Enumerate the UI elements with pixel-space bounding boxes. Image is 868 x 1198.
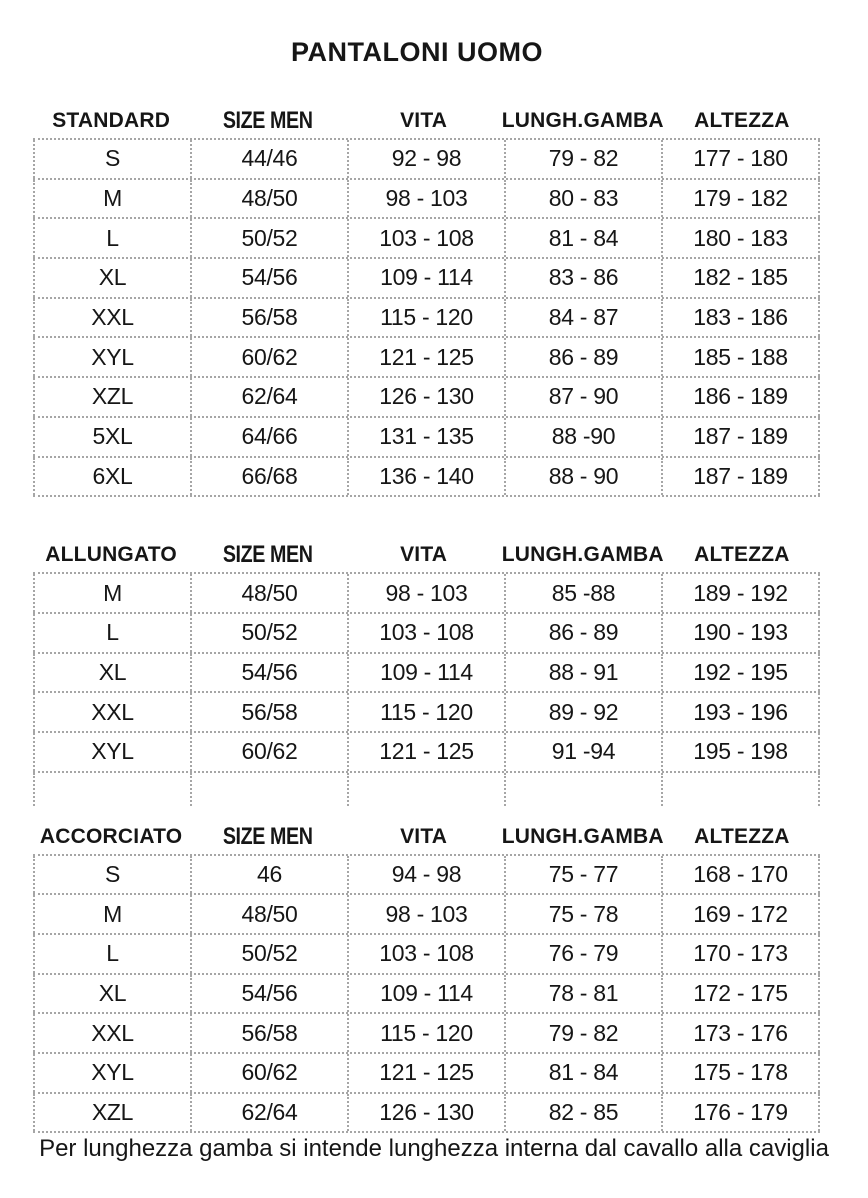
table-cell: 54/56 bbox=[190, 259, 347, 297]
column-header-label: SIZE MEN bbox=[222, 541, 313, 569]
table-cell: 81 - 84 bbox=[504, 219, 661, 257]
table-row-empty bbox=[33, 773, 820, 806]
column-header-lungh-gamba: LUNGH.GAMBA bbox=[501, 824, 664, 848]
table-cell: 103 - 108 bbox=[347, 614, 504, 652]
table-cell: XYL bbox=[33, 338, 190, 376]
column-header-altezza: ALTEZZA bbox=[694, 824, 790, 848]
table-cell: 183 - 186 bbox=[661, 299, 820, 337]
table-cell: 92 - 98 bbox=[347, 140, 504, 178]
table-cell: 187 - 189 bbox=[661, 458, 820, 496]
table-cell: 62/64 bbox=[190, 1094, 347, 1132]
table-cell: 103 - 108 bbox=[347, 935, 504, 973]
column-header-altezza: ALTEZZA bbox=[694, 109, 790, 132]
table-cell: 86 - 89 bbox=[504, 614, 661, 652]
table-cell: 190 - 193 bbox=[661, 614, 820, 652]
table-cell: 88 -90 bbox=[504, 418, 661, 456]
table-row bbox=[33, 1094, 820, 1134]
table-cell: 94 - 98 bbox=[347, 856, 504, 894]
table-cell: 176 - 179 bbox=[661, 1094, 820, 1132]
table-cell: 78 - 81 bbox=[504, 975, 661, 1013]
size-table-accorciato bbox=[33, 820, 820, 1134]
table-cell: 169 - 172 bbox=[661, 895, 820, 933]
column-header-vita: VITA bbox=[400, 824, 448, 848]
table-cell: XL bbox=[33, 654, 190, 692]
column-header-lungh-gamba: LUNGH.GAMBA bbox=[501, 543, 664, 567]
table-cell: 168 - 170 bbox=[661, 856, 820, 894]
table-cell: L bbox=[33, 614, 190, 652]
table-cell: 54/56 bbox=[190, 654, 347, 692]
table-cell: 50/52 bbox=[190, 219, 347, 257]
table-cell: 121 - 125 bbox=[347, 338, 504, 376]
table-row bbox=[33, 654, 820, 694]
leg-length-footnote: Per lunghezza gamba si intende lunghezza interna dal cavallo alla caviglia bbox=[39, 1135, 829, 1163]
table-header-row bbox=[33, 538, 820, 572]
size-table-standard bbox=[33, 104, 820, 497]
table-cell: XXL bbox=[33, 299, 190, 337]
table-cell: 186 - 189 bbox=[661, 378, 820, 416]
table-row bbox=[33, 975, 820, 1015]
table-title-standard: STANDARD bbox=[52, 109, 171, 132]
table-cell: 79 - 82 bbox=[504, 140, 661, 178]
table-row bbox=[33, 180, 820, 220]
column-header-size-men bbox=[189, 541, 345, 569]
table-cell: 131 - 135 bbox=[347, 418, 504, 456]
table-cell: 98 - 103 bbox=[347, 180, 504, 218]
size-table-allungato bbox=[33, 538, 820, 805]
table-cell: 86 - 89 bbox=[504, 338, 661, 376]
page-title: PANTALONI UOMO bbox=[291, 37, 543, 67]
table-row bbox=[33, 458, 820, 498]
table-cell: XXL bbox=[33, 693, 190, 731]
table-body bbox=[33, 138, 820, 497]
table-cell: 170 - 173 bbox=[661, 935, 820, 973]
table-cell bbox=[661, 773, 820, 806]
table-cell bbox=[347, 773, 504, 806]
table-cell: 173 - 176 bbox=[661, 1014, 820, 1052]
table-cell: XXL bbox=[33, 1014, 190, 1052]
table-cell: 195 - 198 bbox=[661, 733, 820, 771]
table-cell: XL bbox=[33, 259, 190, 297]
table-cell: 182 - 185 bbox=[661, 259, 820, 297]
table-cell bbox=[504, 773, 661, 806]
table-cell: 50/52 bbox=[190, 614, 347, 652]
table-cell: 115 - 120 bbox=[347, 693, 504, 731]
table-cell: 88 - 90 bbox=[504, 458, 661, 496]
table-cell: 84 - 87 bbox=[504, 299, 661, 337]
table-cell: 54/56 bbox=[190, 975, 347, 1013]
table-cell: 75 - 78 bbox=[504, 895, 661, 933]
table-cell: 79 - 82 bbox=[504, 1014, 661, 1052]
table-cell: 66/68 bbox=[190, 458, 347, 496]
table-cell: 48/50 bbox=[190, 180, 347, 218]
table-cell: 46 bbox=[190, 856, 347, 894]
table-cell: 172 - 175 bbox=[661, 975, 820, 1013]
table-cell: 6XL bbox=[33, 458, 190, 496]
table-cell: 75 - 77 bbox=[504, 856, 661, 894]
table-cell: M bbox=[33, 180, 190, 218]
table-cell: S bbox=[33, 856, 190, 894]
table-row bbox=[33, 574, 820, 614]
table-cell: 56/58 bbox=[190, 693, 347, 731]
table-cell: L bbox=[33, 935, 190, 973]
table-cell: S bbox=[33, 140, 190, 178]
table-cell: 48/50 bbox=[190, 574, 347, 612]
table-row bbox=[33, 733, 820, 773]
table-cell bbox=[33, 773, 190, 806]
table-cell: 180 - 183 bbox=[661, 219, 820, 257]
table-cell: 179 - 182 bbox=[661, 180, 820, 218]
table-cell: 56/58 bbox=[190, 299, 347, 337]
table-header-row bbox=[33, 104, 820, 138]
table-cell: 175 - 178 bbox=[661, 1054, 820, 1092]
table-row bbox=[33, 856, 820, 896]
table-cell: M bbox=[33, 574, 190, 612]
table-cell: 89 - 92 bbox=[504, 693, 661, 731]
table-cell: 115 - 120 bbox=[347, 1014, 504, 1052]
table-cell: 81 - 84 bbox=[504, 1054, 661, 1092]
table-cell: 56/58 bbox=[190, 1014, 347, 1052]
table-cell: 44/46 bbox=[190, 140, 347, 178]
table-row bbox=[33, 614, 820, 654]
table-cell: 76 - 79 bbox=[504, 935, 661, 973]
table-header-row bbox=[33, 820, 820, 854]
table-cell: XZL bbox=[33, 1094, 190, 1132]
table-row bbox=[33, 378, 820, 418]
table-cell: 60/62 bbox=[190, 338, 347, 376]
table-row bbox=[33, 140, 820, 180]
table-row bbox=[33, 1054, 820, 1094]
table-cell: 62/64 bbox=[190, 378, 347, 416]
table-row bbox=[33, 418, 820, 458]
table-row bbox=[33, 935, 820, 975]
table-cell: M bbox=[33, 895, 190, 933]
table-cell: 91 -94 bbox=[504, 733, 661, 771]
table-cell: XL bbox=[33, 975, 190, 1013]
table-row bbox=[33, 1014, 820, 1054]
table-cell: 87 - 90 bbox=[504, 378, 661, 416]
column-header-size-men bbox=[189, 107, 345, 135]
table-row bbox=[33, 895, 820, 935]
table-cell: 177 - 180 bbox=[661, 140, 820, 178]
table-cell: 189 - 192 bbox=[661, 574, 820, 612]
table-title-accorciato: ACCORCIATO bbox=[39, 824, 183, 848]
table-row bbox=[33, 219, 820, 259]
table-row bbox=[33, 338, 820, 378]
table-cell bbox=[190, 773, 347, 806]
table-cell: 82 - 85 bbox=[504, 1094, 661, 1132]
table-cell: 192 - 195 bbox=[661, 654, 820, 692]
table-body bbox=[33, 854, 820, 1134]
table-cell: L bbox=[33, 219, 190, 257]
table-cell: 48/50 bbox=[190, 895, 347, 933]
table-cell: 126 - 130 bbox=[347, 1094, 504, 1132]
table-cell: 103 - 108 bbox=[347, 219, 504, 257]
table-cell: 80 - 83 bbox=[504, 180, 661, 218]
table-cell: 98 - 103 bbox=[347, 574, 504, 612]
table-cell: 187 - 189 bbox=[661, 418, 820, 456]
table-cell: 5XL bbox=[33, 418, 190, 456]
table-cell: 185 - 188 bbox=[661, 338, 820, 376]
table-cell: 64/66 bbox=[190, 418, 347, 456]
table-body bbox=[33, 572, 820, 805]
column-header-vita: VITA bbox=[400, 109, 448, 132]
table-cell: 109 - 114 bbox=[347, 259, 504, 297]
table-cell: XYL bbox=[33, 733, 190, 771]
table-cell: 85 -88 bbox=[504, 574, 661, 612]
table-cell: XZL bbox=[33, 378, 190, 416]
table-row bbox=[33, 259, 820, 299]
table-row bbox=[33, 693, 820, 733]
column-header-size-men bbox=[189, 823, 345, 851]
table-cell: 126 - 130 bbox=[347, 378, 504, 416]
table-title-allungato: ALLUNGATO bbox=[45, 543, 177, 567]
table-cell: 60/62 bbox=[190, 1054, 347, 1092]
table-cell: 88 - 91 bbox=[504, 654, 661, 692]
table-cell: 109 - 114 bbox=[347, 654, 504, 692]
table-cell: 109 - 114 bbox=[347, 975, 504, 1013]
table-cell: XYL bbox=[33, 1054, 190, 1092]
table-cell: 60/62 bbox=[190, 733, 347, 771]
table-cell: 98 - 103 bbox=[347, 895, 504, 933]
column-header-vita: VITA bbox=[400, 543, 448, 567]
column-header-label: SIZE MEN bbox=[222, 107, 313, 134]
column-header-lungh-gamba: LUNGH.GAMBA bbox=[501, 109, 664, 132]
table-cell: 136 - 140 bbox=[347, 458, 504, 496]
table-cell: 50/52 bbox=[190, 935, 347, 973]
table-cell: 121 - 125 bbox=[347, 1054, 504, 1092]
table-cell: 83 - 86 bbox=[504, 259, 661, 297]
table-cell: 115 - 120 bbox=[347, 299, 504, 337]
column-header-label: SIZE MEN bbox=[222, 822, 313, 850]
table-row bbox=[33, 299, 820, 339]
table-cell: 121 - 125 bbox=[347, 733, 504, 771]
table-cell: 193 - 196 bbox=[661, 693, 820, 731]
column-header-altezza: ALTEZZA bbox=[694, 543, 790, 567]
